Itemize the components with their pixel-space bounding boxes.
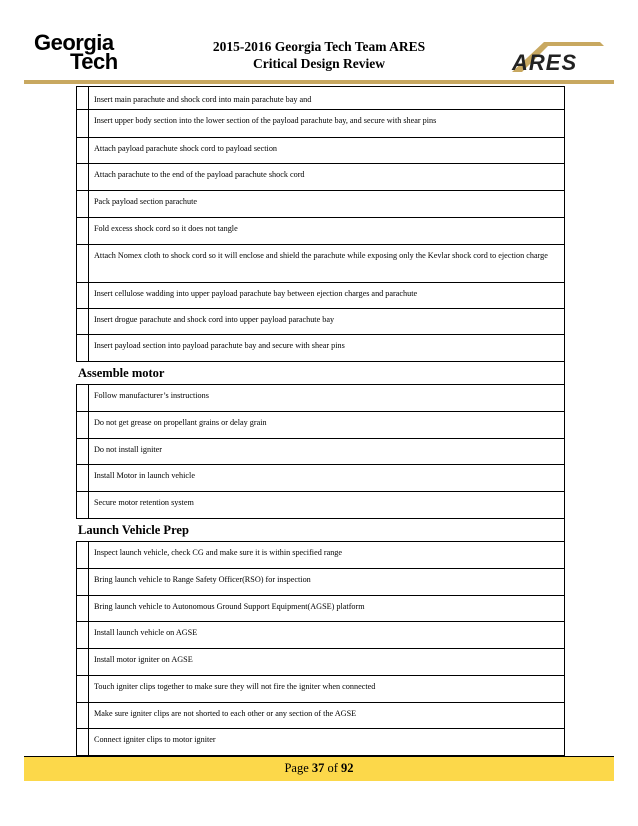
- step-text: Do not get grease on propellant grains or delay grain: [94, 418, 267, 427]
- step-text: Install motor igniter on AGSE: [94, 655, 193, 664]
- step-group-parachute: [77, 86, 564, 361]
- table-row: [77, 190, 564, 217]
- step-text: Secure motor retention system: [94, 498, 194, 507]
- step-text: Insert payload section into payload parachute bay and secure with shear pins: [94, 341, 345, 350]
- step-number-cell: [77, 439, 89, 464]
- page-word: Page: [284, 761, 309, 775]
- table-row: [77, 648, 564, 675]
- step-number-cell: [77, 335, 89, 361]
- page-of-word: of: [327, 761, 338, 775]
- table-row: [77, 137, 564, 163]
- table-row: [77, 244, 564, 282]
- title-line-1: 2015-2016 Georgia Tech Team ARES: [212, 39, 426, 54]
- step-number-cell: [77, 283, 89, 308]
- step-text: Insert upper body section into the lower section of the payload parachute bay, and secure with shear pins: [94, 116, 437, 125]
- page-number: [24, 761, 614, 776]
- step-text: Install Motor in launch vehicle: [94, 471, 195, 480]
- step-text: Connect igniter clips to motor igniter: [94, 735, 216, 744]
- ares-logo-text: ARES: [512, 50, 578, 74]
- page-total: 92: [341, 761, 354, 775]
- step-text: Inspect launch vehicle, check CG and make sure it is within specified range: [94, 548, 343, 557]
- table-row: [77, 675, 564, 702]
- table-row: [77, 109, 564, 137]
- step-number-cell: [77, 492, 89, 518]
- step-text: Do not install igniter: [94, 445, 162, 454]
- table-row: [77, 163, 564, 190]
- ares-logo: [504, 38, 614, 74]
- step-text: Make sure igniter clips are not shorted to each other or any section of the AGSE: [94, 709, 357, 718]
- step-text: Pack payload section parachute: [94, 197, 197, 206]
- step-number-cell: [77, 569, 89, 595]
- step-group-launch-prep: [77, 541, 564, 755]
- step-text: Attach payload parachute shock cord to payload section: [94, 144, 278, 153]
- table-row: [77, 384, 564, 411]
- step-number-cell: [77, 245, 89, 282]
- table-row: [77, 86, 564, 109]
- step-text: Follow manufacturer’s instructions: [94, 391, 209, 400]
- table-row: [77, 491, 564, 518]
- step-number-cell: [77, 465, 89, 491]
- page-footer: [24, 756, 614, 781]
- procedure-table: [76, 86, 565, 756]
- logo-line-tech: Tech: [70, 49, 118, 74]
- step-group-motor: [77, 384, 564, 518]
- table-row: [77, 541, 564, 568]
- step-text: Insert drogue parachute and shock cord into upper payload parachute bay: [94, 315, 335, 324]
- step-number-cell: [77, 218, 89, 244]
- step-number-cell: [77, 542, 89, 568]
- section-heading-assemble-motor: Assemble motor: [76, 361, 564, 384]
- table-row: [77, 595, 564, 621]
- table-row: [77, 438, 564, 464]
- step-text: Insert main parachute and shock cord into main parachute bay and: [94, 95, 312, 104]
- table-row: [77, 568, 564, 595]
- step-number-cell: [77, 164, 89, 190]
- step-text: Install launch vehicle on AGSE: [94, 628, 198, 637]
- step-number-cell: [77, 191, 89, 217]
- document-title: [174, 38, 464, 72]
- table-row: [77, 334, 564, 361]
- step-number-cell: [77, 729, 89, 755]
- step-text: Insert cellulose wadding into upper payload parachute bay between ejection charges and parachute: [94, 289, 418, 298]
- table-row: [77, 621, 564, 648]
- table-row: [77, 728, 564, 755]
- title-line-2: Critical Design Review: [253, 56, 385, 71]
- table-row: [77, 464, 564, 491]
- table-row: [77, 282, 564, 308]
- step-text: Attach Nomex cloth to shock cord so it will enclose and shield the parachute while exposing only the Kevlar shock cord to ejection charge: [94, 251, 548, 260]
- step-number-cell: [77, 676, 89, 702]
- section-heading-launch-vehicle-prep: Launch Vehicle Prep: [76, 518, 564, 541]
- table-row: [77, 308, 564, 334]
- georgia-tech-logo: [32, 30, 132, 74]
- step-number-cell: [77, 110, 89, 137]
- table-row: [77, 411, 564, 438]
- step-text: Bring launch vehicle to Autonomous Ground Support Equipment(AGSE) platform: [94, 602, 365, 611]
- header-rule: [24, 80, 614, 84]
- step-number-cell: [77, 622, 89, 648]
- page-header: [24, 32, 614, 80]
- step-number-cell: [77, 309, 89, 334]
- step-number-cell: [77, 138, 89, 163]
- step-number-cell: [77, 649, 89, 675]
- step-number-cell: [77, 412, 89, 438]
- logo-line-georgia: Georgia: [34, 30, 114, 55]
- step-number-cell: [77, 703, 89, 728]
- step-text: Touch igniter clips together to make sure they will not fire the igniter when connected: [94, 682, 376, 691]
- step-text: Fold excess shock cord so it does not tangle: [94, 224, 238, 233]
- step-text: Attach parachute to the end of the payload parachute shock cord: [94, 170, 305, 179]
- table-row: [77, 217, 564, 244]
- step-number-cell: [77, 385, 89, 411]
- step-number-cell: [77, 596, 89, 621]
- step-text: Bring launch vehicle to Range Safety Officer(RSO) for inspection: [94, 575, 311, 584]
- page-current: 37: [311, 761, 325, 775]
- step-number-cell: [77, 87, 89, 109]
- table-row: [77, 702, 564, 728]
